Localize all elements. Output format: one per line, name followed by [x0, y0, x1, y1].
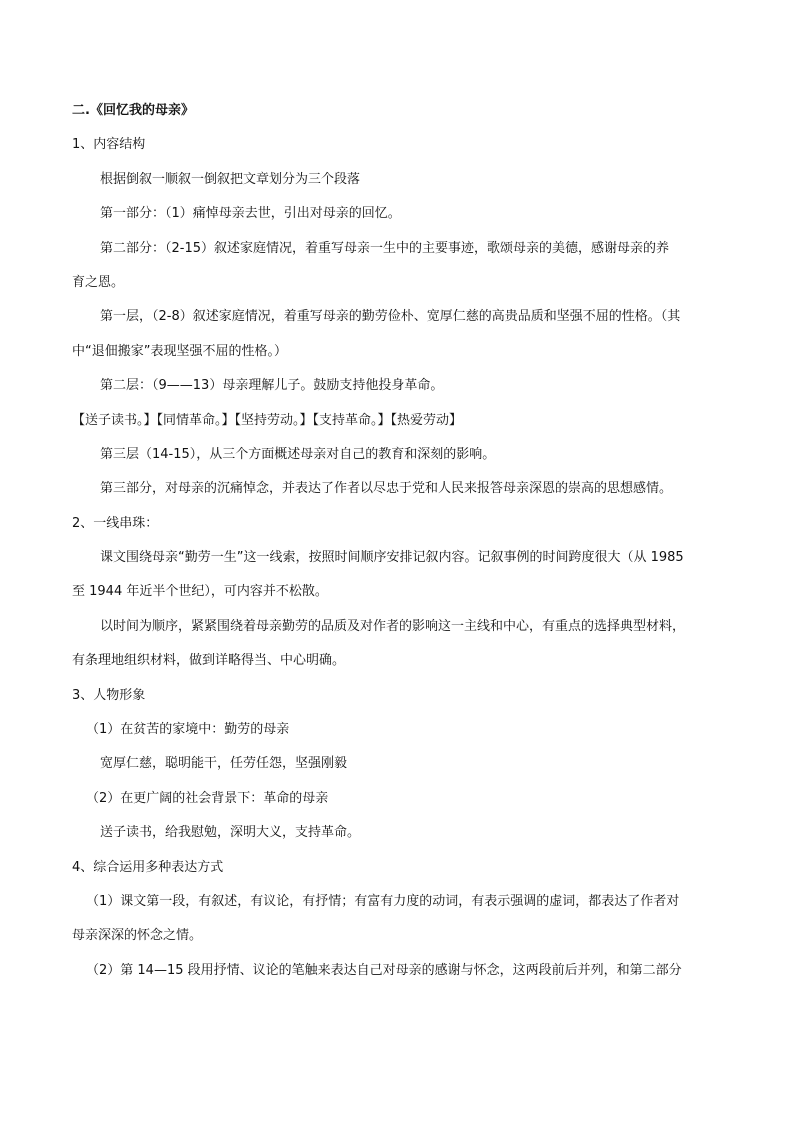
- section-heading-character: 3、人物形象: [72, 687, 146, 703]
- paragraph: 第三层（14-15），从三个方面概述母亲对自己的教育和深刻的影响。: [100, 446, 496, 462]
- paragraph-continuation: 至 1944 年近半个世纪），可内容并不松散。: [72, 584, 328, 600]
- paragraph: 【送子读书。】【同情革命。】【坚持劳动。】【支持革命。】【热爱劳动】: [72, 412, 463, 428]
- list-item: （1）在贫苦的家境中：勤劳的母亲: [86, 722, 290, 738]
- paragraph: 课文围绕母亲“勤劳一生”这一线索，按照时间顺序安排记叙内容。记叙事例的时间跨度很大（从 1985: [100, 550, 684, 566]
- paragraph: 第二部分：（2-15）叙述家庭情况，着重写母亲一生中的主要事迹，歌颂母亲的美德，感谢母亲的养: [100, 240, 670, 256]
- paragraph-continuation: 母亲深深的怀念之情。: [72, 928, 203, 944]
- paragraph: 第三部分，对母亲的沉痛悼念，并表达了作者以尽忠于党和人民来报答母亲深恩的崇高的思想感情。: [100, 481, 673, 497]
- paragraph: 第一层，（2-8）叙述家庭情况，着重写母亲的勤劳俭朴、宽厚仁慈的高贵品质和坚强不屈的性格。（其: [100, 309, 681, 325]
- paragraph: 以时间为顺序，紧紧围绕着母亲勤劳的品质及对作者的影响这一主线和中心，有重点的选择典型材料，: [100, 618, 686, 634]
- document-body: [72, 100, 732, 994]
- paragraph-continuation: 中“退佃搬家”表现坚强不屈的性格。）: [72, 343, 287, 359]
- list-item: （2）第 14—15 段用抒情、议论的笔触来表达自己对母亲的感谢与怀念，这两段前后并列，和第二部分: [86, 962, 682, 978]
- paragraph: 第二层：（9——13）母亲理解儿子。鼓励支持他投身革命。: [100, 378, 444, 394]
- paragraph: 宽厚仁慈，聪明能干，任劳任怨，坚强刚毅: [100, 756, 348, 772]
- paragraph: 送子读书，给我慰勉，深明大义，支持革命。: [100, 825, 361, 841]
- paragraph: 第一部分：（1）痛悼母亲去世，引出对母亲的回忆。: [100, 206, 401, 222]
- list-item: （2）在更广阔的社会背景下：革命的母亲: [86, 790, 329, 806]
- paragraph-continuation: 育之恩。: [72, 274, 125, 290]
- section-heading-expression: 4、综合运用多种表达方式: [72, 859, 224, 875]
- section-heading-content-structure: 1、内容结构: [72, 137, 146, 153]
- section-heading-thread: 2、一线串珠：: [72, 515, 159, 531]
- paragraph: 根据倒叙一顺叙一倒叙把文章划分为三个段落: [100, 171, 361, 187]
- paragraph-continuation: 有条理地组织材料，做到详略得当、中心明确。: [72, 653, 346, 669]
- document-title: 二.《回忆我的母亲》: [72, 103, 194, 118]
- list-item: （1）课文第一段，有叙述，有议论，有抒情；有富有力度的动词，有表示强调的虚词，都表达了作者对: [86, 893, 680, 909]
